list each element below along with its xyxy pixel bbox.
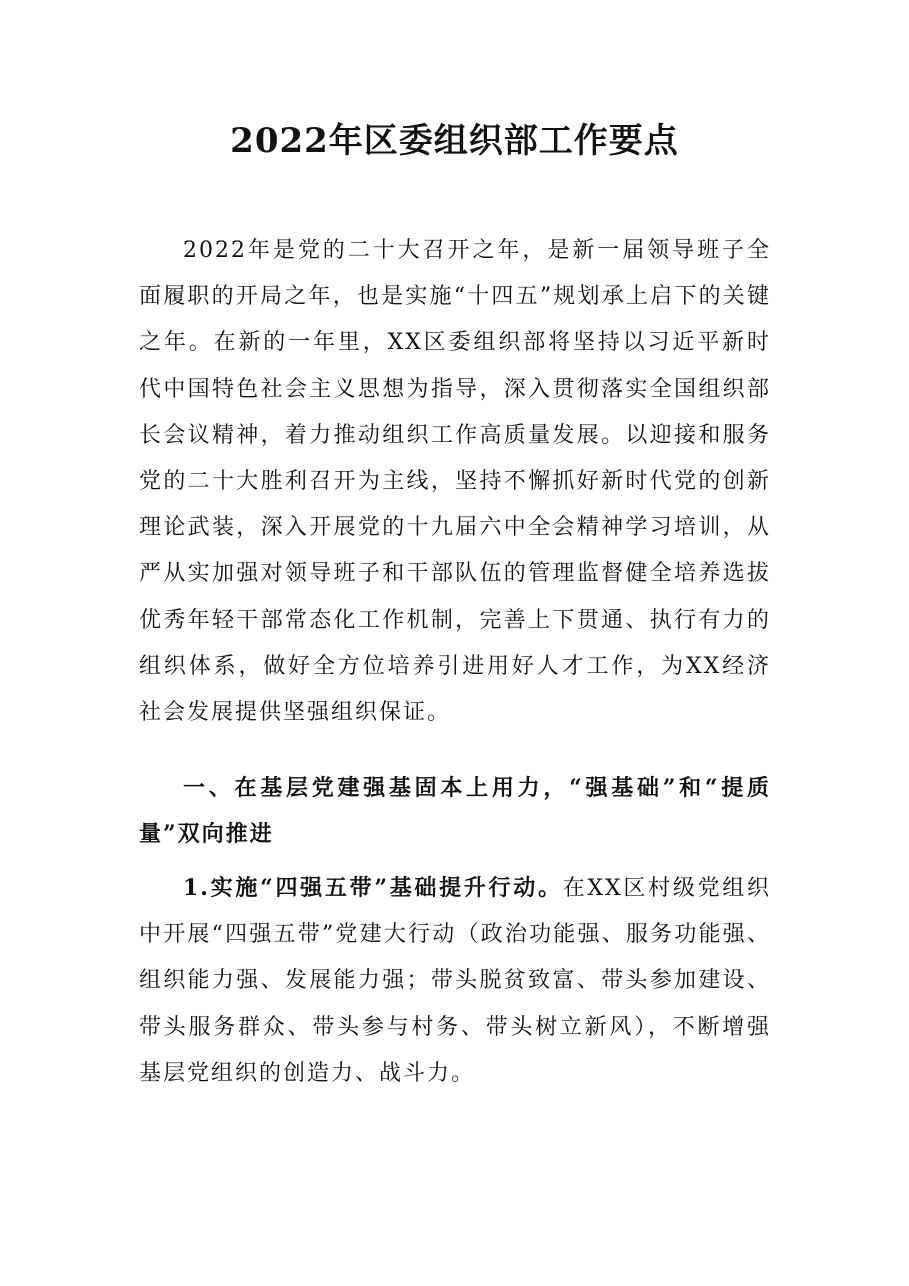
item-body-text: 在XX区村级党组织中开展“四强五带”党建大行动（政治功能强、服务功能强、组织能力强、发展能力强；带头脱贫致富、带头参加建设、带头服务群众、带头参与村务、带头树立新风），不断增强基层党组织的创造力、战斗力。 [139, 876, 772, 1086]
document-title: 2022年区委组织部工作要点 [230, 121, 679, 161]
intro-paragraph: 2022年是党的二十大召开之年，是新一届领导班子全面履职的开局之年，也是实施“十四五”规划承上启下的关键之年。在新的一年里，XX区委组织部将坚持以习近平新时代中国特色社会主义思想为指导，深入贯彻落实全国组织部长会议精神，着力推动组织工作高质量发展。以迎接和服务党的二十大胜利召开为主线，坚持不懈抓好新时代党的创新理论武装，深入开展党的十九届六中全会精神学习培训，从严从实加强对领导班子和干部队伍的管理监督健全培养选拔优秀年轻干部常态化工作机制，完善上下贯通、执行有力的组织体系，做好全方位培养引进用好人才工作，为XX经济社会发展提供坚强组织保证。 [139, 238, 771, 726]
item-lead-text: 1.实施“四强五带”基础提升行动。 [183, 875, 563, 901]
list-item [139, 865, 771, 1097]
section-heading: 一、在基层党建强基固本上用力，“强基础”和“提质量”双向推进 [139, 775, 771, 848]
